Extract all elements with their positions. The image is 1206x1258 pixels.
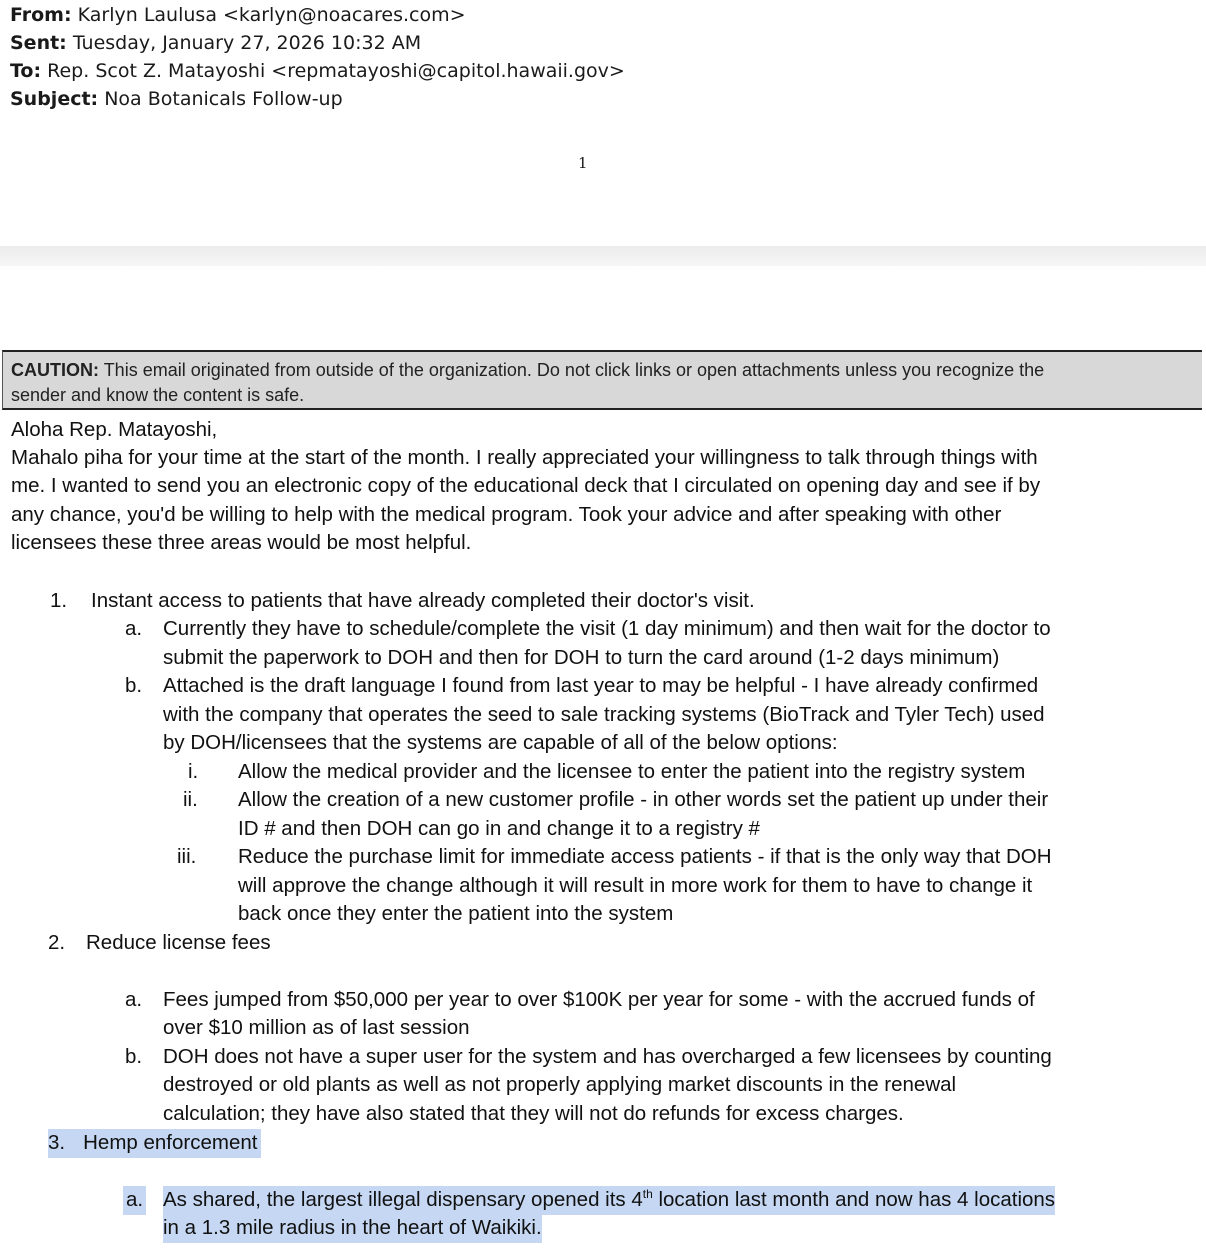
page-break-divider: [0, 246, 1206, 266]
list-item-3-highlight: [48, 1129, 261, 1158]
sent-label: Sent:: [10, 32, 67, 54]
list-item-1-text: Instant access to patients that have already completed their doctor's visit.: [91, 589, 755, 612]
list-item-1b-i-line-1: Allow the medical provider and the licensee to enter the patient into the registry system: [238, 760, 1026, 783]
list-marker-3a: a.: [123, 1186, 146, 1215]
list-item-2b-line-2: destroyed or old plants as well as not properly applying market discounts in the renewal: [163, 1073, 957, 1096]
intro-line-4: licensees these three areas would be most helpful.: [11, 531, 472, 554]
list-item-3a-line-1: [163, 1186, 1055, 1215]
caution-text-1: This email originated from outside of the organization. Do not click links or open attachments unless you recognize the: [103, 360, 1045, 380]
list-item-1b-ii-line-1: Allow the creation of a new customer profile - in other words set the patient up under their: [238, 788, 1049, 811]
list-marker-1b-ii: ii.: [183, 788, 198, 811]
list-item-1b-iii-line-3: back once they enter the patient into the system: [238, 902, 674, 925]
list-marker-1a: a.: [125, 617, 143, 640]
list-marker-3: 3.: [48, 1131, 66, 1154]
list-item-1b-line-2: with the company that operates the seed to sale tracking systems (BioTrack and Tyler Tech) used: [163, 703, 1045, 726]
from-value[interactable]: Karlyn Laulusa <karlyn@noacares.com>: [77, 4, 466, 26]
subject-value: Noa Botanicals Follow-up: [104, 88, 343, 110]
to-label: To:: [10, 60, 42, 82]
list-marker-1b-iii: iii.: [177, 845, 197, 868]
to-value[interactable]: Rep. Scot Z. Matayoshi <repmatayoshi@capitol.hawaii.gov>: [47, 60, 625, 82]
list-marker-1b-i: i.: [188, 760, 199, 783]
ordinal-superscript: th: [642, 1187, 653, 1201]
list-item-3a-line-2: in a 1.3 mile radius in the heart of Waikiki.: [163, 1214, 542, 1243]
greeting: Aloha Rep. Matayoshi,: [11, 418, 218, 441]
caution-line-1: [11, 358, 1194, 383]
intro-line-1: Mahalo piha for your time at the start of the month. I really appreciated your willingness to talk through things with: [11, 446, 1038, 469]
list-item-3a-text-pre: As shared, the largest illegal dispensary opened its 4: [163, 1188, 643, 1211]
sent-line: [10, 29, 421, 57]
list-marker-2b: b.: [125, 1045, 143, 1068]
list-item-2b-line-1: DOH does not have a super user for the system and has overcharged a few licensees by counting: [163, 1045, 1052, 1068]
list-item-2a-line-2: over $10 million as of last session: [163, 1016, 470, 1039]
list-item-2-text: Reduce license fees: [86, 931, 271, 954]
intro-line-2: me. I wanted to send you an electronic copy of the educational deck that I circulated on opening day and see if by: [11, 474, 1041, 497]
list-item-2a-line-1: Fees jumped from $50,000 per year to over $100K per year for some - with the accrued funds of: [163, 988, 1035, 1011]
list-marker-2: 2.: [48, 931, 66, 954]
to-line: [10, 57, 625, 85]
list-item-2b-line-3: calculation; they have also stated that they will not do refunds for excess charges.: [163, 1102, 904, 1125]
list-item-1a-line-2: submit the paperwork to DOH and then for DOH to turn the card around (1-2 days minimum): [163, 646, 1000, 669]
list-item-1b-ii-line-2: ID # and then DOH can go in and change it to a registry #: [238, 817, 760, 840]
list-item-3-text: Hemp enforcement: [83, 1131, 258, 1154]
caution-line-2: sender and know the content is safe.: [11, 385, 305, 405]
sent-value: Tuesday, January 27, 2026 10:32 AM: [72, 32, 422, 54]
from-line: [10, 1, 466, 29]
external-email-caution-banner: [2, 350, 1202, 410]
list-item-1b-iii-line-2: will approve the change although it will result in more work for them to have to change it: [238, 874, 1033, 897]
subject-label: Subject:: [10, 88, 99, 110]
list-item-1a-line-1: Currently they have to schedule/complete the visit (1 day minimum) and then wait for the doctor to: [163, 617, 1051, 640]
list-item-1b-line-3: by DOH/licensees that the systems are capable of all of the below options:: [163, 731, 838, 754]
page-number: 1: [578, 154, 588, 172]
list-item-1b-iii-line-1: Reduce the purchase limit for immediate access patients - if that is the only way that DOH: [238, 845, 1052, 868]
caution-label: CAUTION:: [11, 360, 99, 380]
subject-line: [10, 85, 343, 113]
from-label: From:: [10, 4, 72, 26]
list-marker-2a: a.: [125, 988, 143, 1011]
list-marker-1b: b.: [125, 674, 143, 697]
list-item-1b-line-1: Attached is the draft language I found from last year to may be helpful - I have already confirmed: [163, 674, 1039, 697]
list-item-3a-text-post: location last month and now has 4 locations: [652, 1188, 1056, 1211]
intro-line-3: any chance, you'd be willing to help with the medical program. Took your advice and after speaking with other: [11, 503, 1002, 526]
list-marker-1: 1.: [50, 589, 68, 612]
